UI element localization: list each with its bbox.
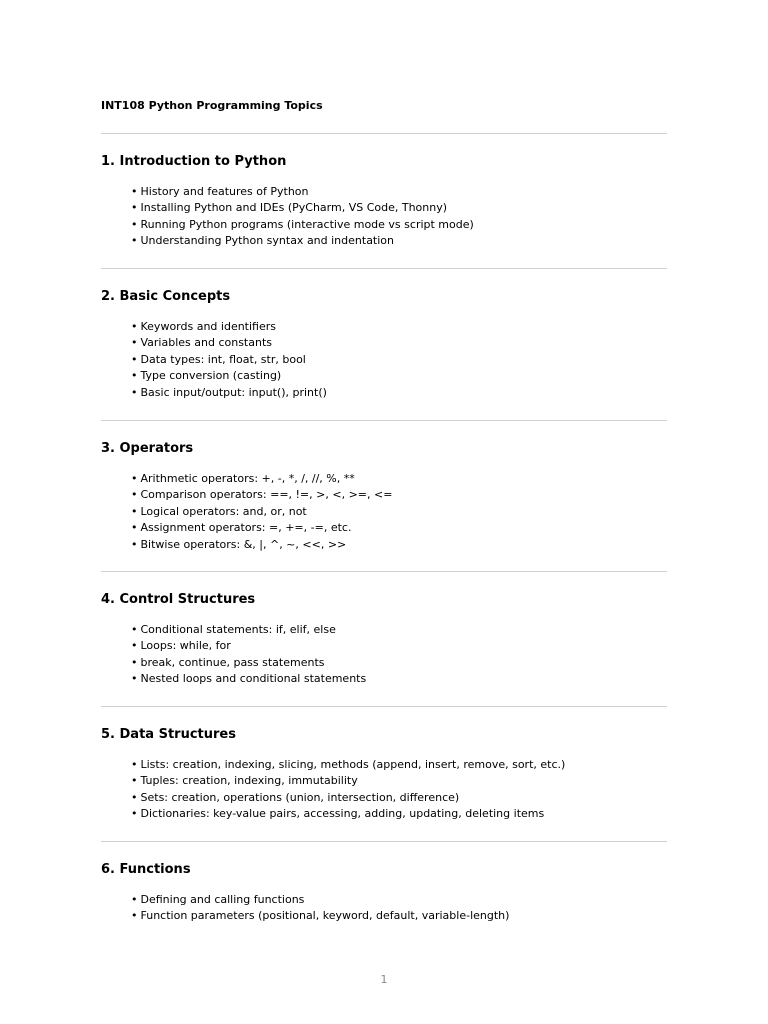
bullet-icon: • — [131, 336, 138, 350]
list-item — [131, 908, 509, 924]
list-item — [131, 790, 565, 806]
bullet-icon: • — [131, 217, 138, 231]
list-item — [131, 184, 474, 200]
bullet-icon: • — [131, 893, 138, 906]
divider — [101, 420, 667, 421]
list-item-text: Installing Python and IDEs (PyCharm, VS Code, Thonny) — [140, 201, 448, 215]
list-item-text: Sets: creation, operations (union, intersection, difference) — [140, 790, 460, 804]
bullet-icon: • — [131, 807, 138, 821]
divider — [101, 268, 667, 269]
list-item — [131, 368, 327, 384]
list-item-text: Type conversion (casting) — [140, 369, 282, 383]
bullet-icon: • — [131, 672, 138, 686]
bullet-icon: • — [131, 320, 138, 333]
list-item — [131, 233, 474, 249]
bullet-icon: • — [131, 488, 138, 502]
divider — [101, 571, 667, 572]
section-list-basic-concepts — [131, 319, 327, 401]
list-item-text: Lists: creation, indexing, slicing, methods (append, insert, remove, sort, etc.) — [140, 758, 566, 771]
list-item — [131, 217, 474, 233]
list-item — [131, 319, 327, 335]
list-item-text: Tuples: creation, indexing, immutability — [140, 774, 358, 788]
list-item-text: Assignment operators: =, +=, -=, etc. — [140, 521, 352, 535]
bullet-icon: • — [131, 639, 138, 653]
section-list-operators — [131, 471, 392, 553]
bullet-icon: • — [131, 758, 138, 771]
list-item — [131, 504, 392, 520]
bullet-icon: • — [131, 472, 138, 485]
bullet-icon: • — [131, 369, 138, 383]
section-heading-data-structures: 5. Data Structures — [101, 727, 236, 742]
list-item — [131, 773, 565, 789]
list-item-text: Comparison operators: ==, !=, >, <, >=, <= — [140, 488, 393, 502]
list-item-text: Understanding Python syntax and indentation — [140, 234, 395, 248]
list-item-text: break, continue, pass statements — [140, 655, 325, 669]
document-title: INT108 Python Programming Topics — [101, 99, 323, 112]
list-item — [131, 487, 392, 503]
section-list-data-structures — [131, 757, 565, 823]
list-item-text: Logical operators: and, or, not — [140, 504, 307, 518]
bullet-icon: • — [131, 504, 138, 518]
list-item — [131, 385, 327, 401]
list-item-text: Variables and constants — [140, 336, 273, 350]
list-item — [131, 622, 366, 638]
list-item-text: Basic input/output: input(), print() — [140, 385, 327, 399]
list-item — [131, 352, 327, 368]
list-item-text: Nested loops and conditional statements — [140, 672, 367, 686]
list-item — [131, 471, 392, 487]
list-item — [131, 892, 509, 908]
list-item — [131, 537, 392, 553]
list-item-text: Loops: while, for — [140, 639, 231, 653]
section-heading-basic-concepts: 2. Basic Concepts — [101, 289, 231, 304]
list-item-text: Bitwise operators: &, |, ^, ~, <<, >> — [140, 537, 347, 551]
bullet-icon: • — [131, 655, 138, 669]
list-item-text: Function parameters (positional, keyword, default, variable-length) — [140, 909, 510, 923]
section-heading-operators: 3. Operators — [101, 441, 194, 456]
list-item-text: History and features of Python — [140, 185, 309, 198]
section-heading-control-structures: 4. Control Structures — [101, 592, 256, 607]
bullet-icon: • — [131, 790, 138, 804]
bullet-icon: • — [131, 537, 138, 551]
bullet-icon: • — [131, 521, 138, 535]
section-heading-functions: 6. Functions — [101, 862, 191, 877]
bullet-icon: • — [131, 185, 138, 198]
bullet-icon: • — [131, 909, 138, 923]
section-heading-introduction: 1. Introduction to Python — [101, 154, 287, 169]
section-list-introduction — [131, 184, 474, 250]
bullet-icon: • — [131, 774, 138, 788]
list-item — [131, 335, 327, 351]
section-list-functions — [131, 892, 509, 925]
list-item — [131, 757, 565, 773]
list-item-text: Keywords and identifiers — [140, 320, 276, 333]
list-item — [131, 655, 366, 671]
list-item — [131, 638, 366, 654]
bullet-icon: • — [131, 385, 138, 399]
divider — [101, 706, 667, 707]
page-number: 1 — [380, 973, 388, 986]
list-item-text: Running Python programs (interactive mode vs script mode) — [140, 217, 474, 231]
list-item — [131, 806, 565, 822]
divider — [101, 841, 667, 842]
list-item-text: Conditional statements: if, elif, else — [140, 623, 336, 636]
bullet-icon: • — [131, 234, 138, 248]
bullet-icon: • — [131, 623, 138, 636]
list-item-text: Defining and calling functions — [140, 893, 305, 906]
bullet-icon: • — [131, 201, 138, 215]
list-item — [131, 671, 366, 687]
section-list-control-structures — [131, 622, 366, 688]
list-item-text: Data types: int, float, str, bool — [140, 352, 306, 366]
list-item-text: Dictionaries: key-value pairs, accessing, adding, updating, deleting items — [140, 807, 545, 821]
divider — [101, 133, 667, 134]
list-item — [131, 200, 474, 216]
list-item-text: Arithmetic operators: +, -, *, /, //, %, ** — [140, 472, 355, 485]
list-item — [131, 520, 392, 536]
bullet-icon: • — [131, 352, 138, 366]
